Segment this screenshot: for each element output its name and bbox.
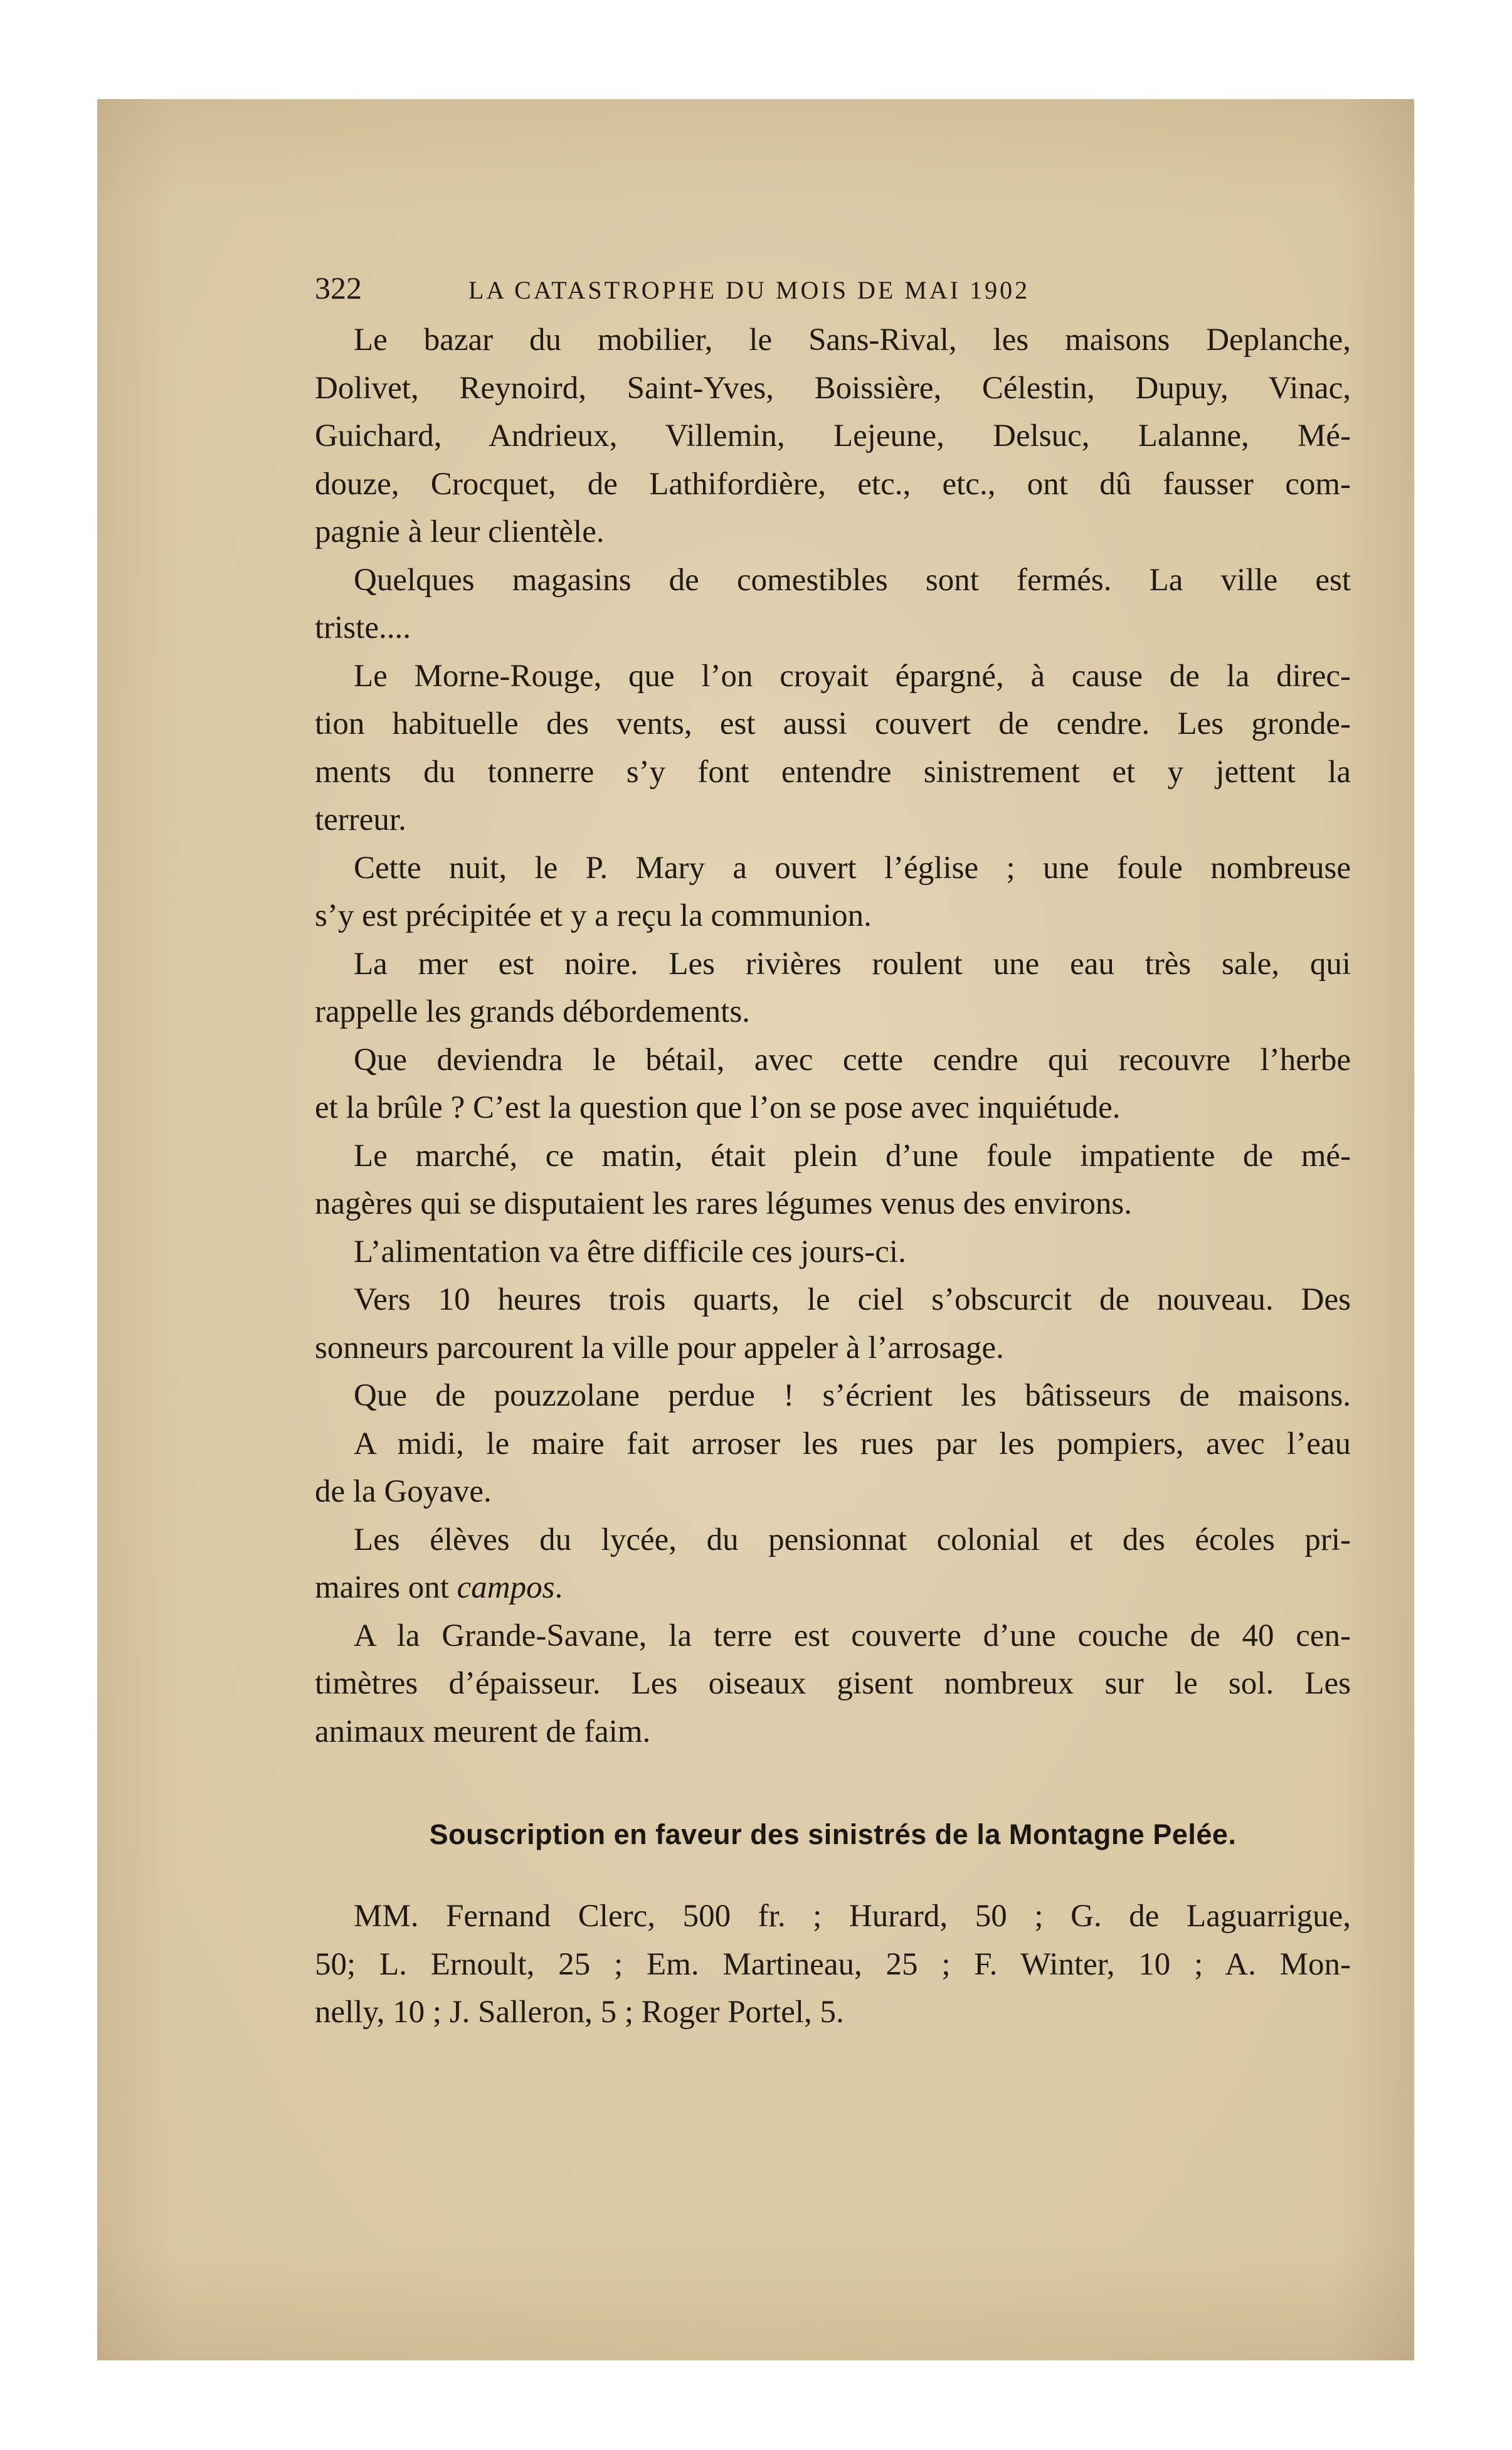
text-line: Les élèves du lycée, du pensionnat colonial et des écoles pri- — [354, 1522, 1351, 1557]
text-line: Quelques magasins de comestibles sont fermés. La ville est — [354, 562, 1351, 598]
paragraph — [315, 1516, 1351, 1612]
body-text — [315, 316, 1351, 1756]
paragraph — [315, 1420, 1351, 1516]
text-line: animaux meurent de faim. — [315, 1714, 651, 1749]
italic-word: campos — [457, 1570, 555, 1605]
paragraph — [315, 940, 1351, 1036]
text-fragment: . — [554, 1570, 563, 1605]
paragraph — [315, 1132, 1351, 1228]
paragraph — [315, 1612, 1351, 1756]
text-line: Que deviendra le bétail, avec cette cendre qui recouvre l’herbe — [354, 1042, 1351, 1078]
text-line: pagnie à leur clientèle. — [315, 514, 605, 549]
text-fragment: maires ont — [315, 1570, 457, 1605]
text-line: Dolivet, Reynoird, Saint-Yves, Boissière, Célestin, Dupuy, Vinac, — [315, 370, 1351, 406]
text-line — [315, 1564, 1351, 1612]
paragraph — [315, 316, 1351, 556]
text-line: La mer est noire. Les rivières roulent une eau très sale, qui — [354, 946, 1351, 982]
text-line: sonneurs parcourent la ville pour appeler à l’arrosage. — [315, 1330, 1004, 1366]
text-line: nagères qui se disputaient les rares légumes venus des environs. — [315, 1186, 1132, 1221]
text-line: ments du tonnerre s’y font entendre sinistrement et y jettent la — [315, 754, 1351, 790]
text-line: Le marché, ce matin, était plein d’une foule impatiente de mé- — [354, 1138, 1351, 1174]
text-line: rappelle les grands débordements. — [315, 994, 750, 1029]
text-line: tion habituelle des vents, est aussi couvert de cendre. Les gronde- — [315, 706, 1351, 741]
text-line: timètres d’épaisseur. Les oiseaux gisent nombreux sur le sol. Les — [315, 1666, 1351, 1701]
section-title: Souscription en faveur des sinistrés de la Montagne Pelée. — [429, 1818, 1237, 1850]
paragraph — [315, 1372, 1351, 1420]
paragraph — [315, 556, 1351, 652]
paragraph — [315, 1036, 1351, 1132]
running-head: LA CATASTROPHE DU MOIS DE MAI 1902 — [468, 276, 1030, 304]
text-line: Cette nuit, le P. Mary a ouvert l’église ; une foule nombreuse — [354, 850, 1351, 886]
text-line: terreur. — [315, 802, 406, 837]
paragraph — [315, 1276, 1351, 1372]
text-line: douze, Crocquet, de Lathifordière, etc., etc., ont dû fausser com- — [315, 466, 1351, 502]
text-line: Guichard, Andrieux, Villemin, Lejeune, Delsuc, Lalanne, Mé- — [315, 418, 1351, 453]
text-line: Le bazar du mobilier, le Sans-Rival, les maisons Deplanche, — [354, 322, 1351, 358]
page-header — [315, 270, 1351, 315]
text-line: Vers 10 heures trois quarts, le ciel s’obscurcit de nouveau. Des — [354, 1282, 1351, 1317]
text-line: Le Morne-Rouge, que l’on croyait épargné, à cause de la direc- — [354, 658, 1351, 694]
paragraph — [315, 844, 1351, 940]
text-line: MM. Fernand Clerc, 500 fr. ; Hurard, 50 ; G. de Laguarrigue, — [354, 1899, 1351, 1934]
text-line: de la Goyave. — [315, 1474, 492, 1509]
text-line: 50; L. Ernoult, 25 ; Em. Martineau, 25 ; F. Winter, 10 ; A. Mon- — [315, 1946, 1351, 1982]
text-line: nelly, 10 ; J. Salleron, 5 ; Roger Portel, 5. — [315, 1995, 844, 2030]
text-line: triste.... — [315, 610, 411, 645]
text-line: Que de pouzzolane perdue ! s’écrient les bâtisseurs de maisons. — [354, 1378, 1351, 1413]
subscription-list — [315, 1892, 1351, 2037]
paragraph — [315, 652, 1351, 844]
text-line: A midi, le maire fait arroser les rues par les pompiers, avec l’eau — [354, 1426, 1351, 1461]
page-text — [315, 270, 1351, 2037]
text-line: A la Grande-Savane, la terre est couverte d’une couche de 40 cen- — [354, 1618, 1351, 1653]
text-line: s’y est précipitée et y a reçu la communion. — [315, 898, 872, 933]
page-number: 322 — [315, 270, 362, 305]
paragraph — [315, 1228, 1351, 1276]
text-line: et la brûle ? C’est la question que l’on se pose avec inquiétude. — [315, 1090, 1121, 1125]
text-line: L’alimentation va être difficile ces jours-ci. — [354, 1234, 906, 1270]
